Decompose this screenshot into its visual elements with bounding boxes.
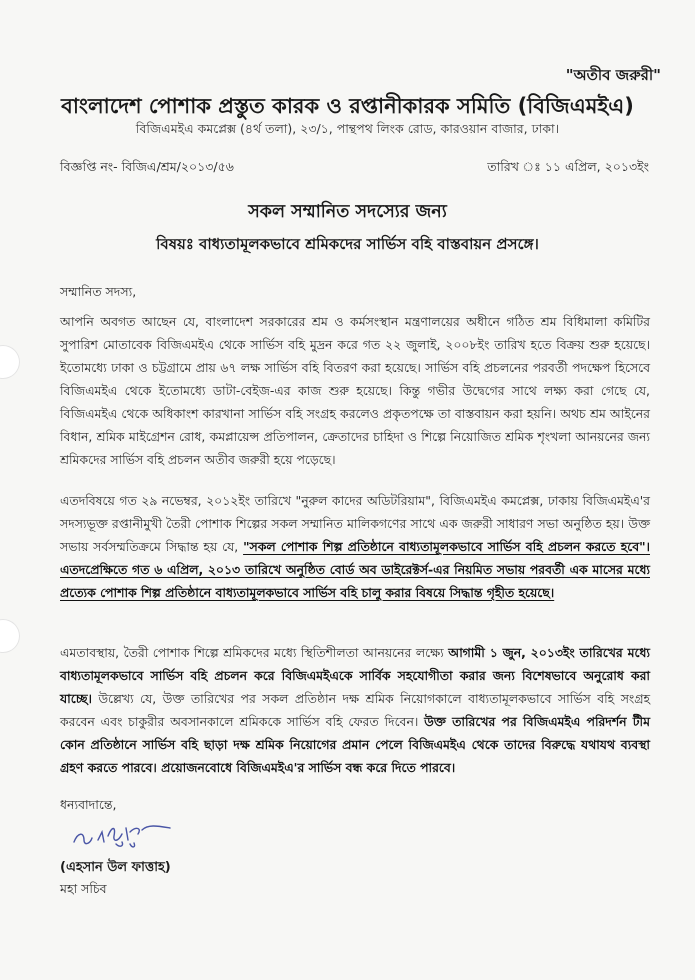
- inspection-warning: উক্ত তারিখের পর বিজিএমইএ পরিদর্শন টীম কোন প্রতিষ্ঠানে সার্ভিস বহি ছাড়া দক্ষ শ্রমিক নিয়োগের প্রমান পেলে বিজিএমইএ থেকে তাদের বিরুদ্ধে যথাযথ ব্যবস্থা গ্রহণ করতে পারবে। প্রয়োজনবোধে বিজিএমইএ'র সার্ভিস বন্ধ করে দিতে পারবে।: [60, 714, 650, 775]
- body-paragraph-2: [60, 489, 650, 604]
- punch-hole: [0, 619, 20, 653]
- memo-number: বিজ্ঞপ্তি নং- বিজিএ/শ্রম/২০১৩/৫৬: [60, 159, 234, 174]
- closing-regards: ধন্যবাদান্তে,: [60, 797, 117, 812]
- memo-date: তারিখ ঃ ১১ এপ্রিল, ২০১৩ইং: [487, 159, 649, 174]
- paragraph-text: উল্লেখ্য যে, উক্ত তারিখের পর সকল প্রতিষ্ঠান দক্ষ শ্রমিক নিয়োগকালে বাধ্যতামূলকভাবে সার্ভিস বহি সংগ্রহ করবেন এবং চাকুরীর অবসানকালে শ্রমিককে সার্ভিস বহি ফেরত দিবেন।: [60, 691, 650, 729]
- body-paragraph-1: আপনি অবগত আছেন যে, বাংলাদেশ সরকারের শ্রম ও কর্মসংস্থান মন্ত্রণালয়ের অধীনে গঠিত শ্রম বিধিমালা কমিটির সুপারিশ মোতাবেক বিজিএমইএ থেকে সার্ভিস বহি মুদ্রন করে গত ২২ জুলাই, ২০০৮ইং তারিখ হতে বিক্রয় শুরু হয়েছে। ইতোমধ্যে ঢাকা ও চট্টগ্রামে প্রায় ৬৭ লক্ষ সার্ভিস বহি বিতরণ করা হয়েছে। সার্ভিস বহি প্রচলনের পরবর্তী পদক্ষেপ হিসেবে বিজিএমইএ থেকে ইতোমধ্যে ডাটা-বেইজ-এর কাজ শুরু হয়েছে। কিন্তু গভীর উদ্বেগের সাথে লক্ষ্য করা গেছে যে, বিজিএমইএ থেকে অধিকাংশ কারখানা সার্ভিস বহি সংগ্রহ করলেও প্রকৃতপক্ষে তা বাস্তবায়ন করা হয়নি। অথচ শ্রম আইনের বিধান, শ্রমিক মাইগ্রেশন রোধ, কমপ্লায়েন্স প্রতিপালন, ক্রেতাদের চাহিদা ও শিল্পে নিয়োজিত শ্রমিক শৃংখলা আনয়নের জন্য শ্রমিকদের সার্ভিস বহি প্রচলন অতীব জরুরী হয়ে পড়েছে।: [60, 314, 650, 467]
- signer-name: (এহসান উল ফাত্তাহ): [60, 860, 171, 875]
- paragraph-text: এমতাবস্থায়, তৈরী পোশাক শিল্পে শ্রমিকদের মধ্যে স্থিতিশীলতা আনয়নের লক্ষ্যে: [60, 645, 449, 660]
- organization-name: বাংলাদেশ পোশাক প্রস্তুত কারক ও রপ্তানীকারক সমিতি (বিজিএমইএ): [61, 94, 634, 118]
- audience-heading: সকল সম্মানিত সদস্যের জন্য: [248, 202, 447, 222]
- board-decision-text: । এতদপ্রেক্ষিতে গত ৬ এপ্রিল, ২০১৩ তারিখে অনুষ্ঠিত বোর্ড অব ডাইরেক্টর্স-এর নিয়মিত সভায় পরবর্তী এক মাসের মধ্যে প্রত্যেক পোশাক শিল্প প্রতিষ্ঠানে বাধ্যতামূলকভাবে সার্ভিস বহি চালু করার বিষয়ে সিদ্ধান্ত গৃহীত হয়েছে।: [60, 539, 650, 600]
- urgency-label: "অতীব জরুরী": [565, 66, 661, 84]
- subject-line: বিষয়ঃ বাধ্যতামূলকভাবে শ্রমিকদের সার্ভিস বহি বাস্তবায়ন প্রসঙ্গে।: [156, 235, 539, 253]
- salutation: সম্মানিত সদস্য,: [60, 284, 137, 299]
- deadline-request: আগামী ১ জুন, ২০১৩ইং তারিখের মধ্যে বাধ্যতামূলকভাবে সার্ভিস বহি প্রচলন করে বিজিএমইএকে সার্বিক সহযোগীতা করার জন্য বিশেষভাবে অনুরোধ করা যাচ্ছে।: [60, 645, 650, 706]
- organization-address: বিজিএমইএ কমপ্লেক্স (৪র্থ তলা), ২৩/১, পান্থপথ লিংক রোড, কারওয়ান বাজার, ঢাকা।: [135, 121, 560, 136]
- body-paragraph-3: [60, 641, 650, 779]
- punch-hole: [0, 345, 20, 379]
- signer-title: মহা সচিব: [60, 881, 107, 896]
- decision-quote: "সকল পোশাক শিল্প প্রতিষ্ঠানে বাধ্যতামূলকভাবে সার্ভিস বহি প্রচলন করতে হবে": [243, 539, 646, 554]
- paragraph-text: এতদবিষয়ে গত ২৯ নভেম্বর, ২০১২ইং তারিখে "নুরুল কাদের অডিটরিয়াম", বিজিএমইএ কমপ্লেক্স, ঢাকায় বিজিএমইএ'র সদস্যভূক্ত রপ্তানীমুখী তৈরী পোশাক শিল্পের সকল সম্মানিত মালিকগণের সাথে এক জরুরী সাধারণ সভা অনুষ্ঠিত হয়। উক্ত সভায় সর্বসম্মতিক্রমে সিদ্ধান্ত হয় যে,: [60, 493, 650, 554]
- handwritten-signature: [72, 818, 182, 852]
